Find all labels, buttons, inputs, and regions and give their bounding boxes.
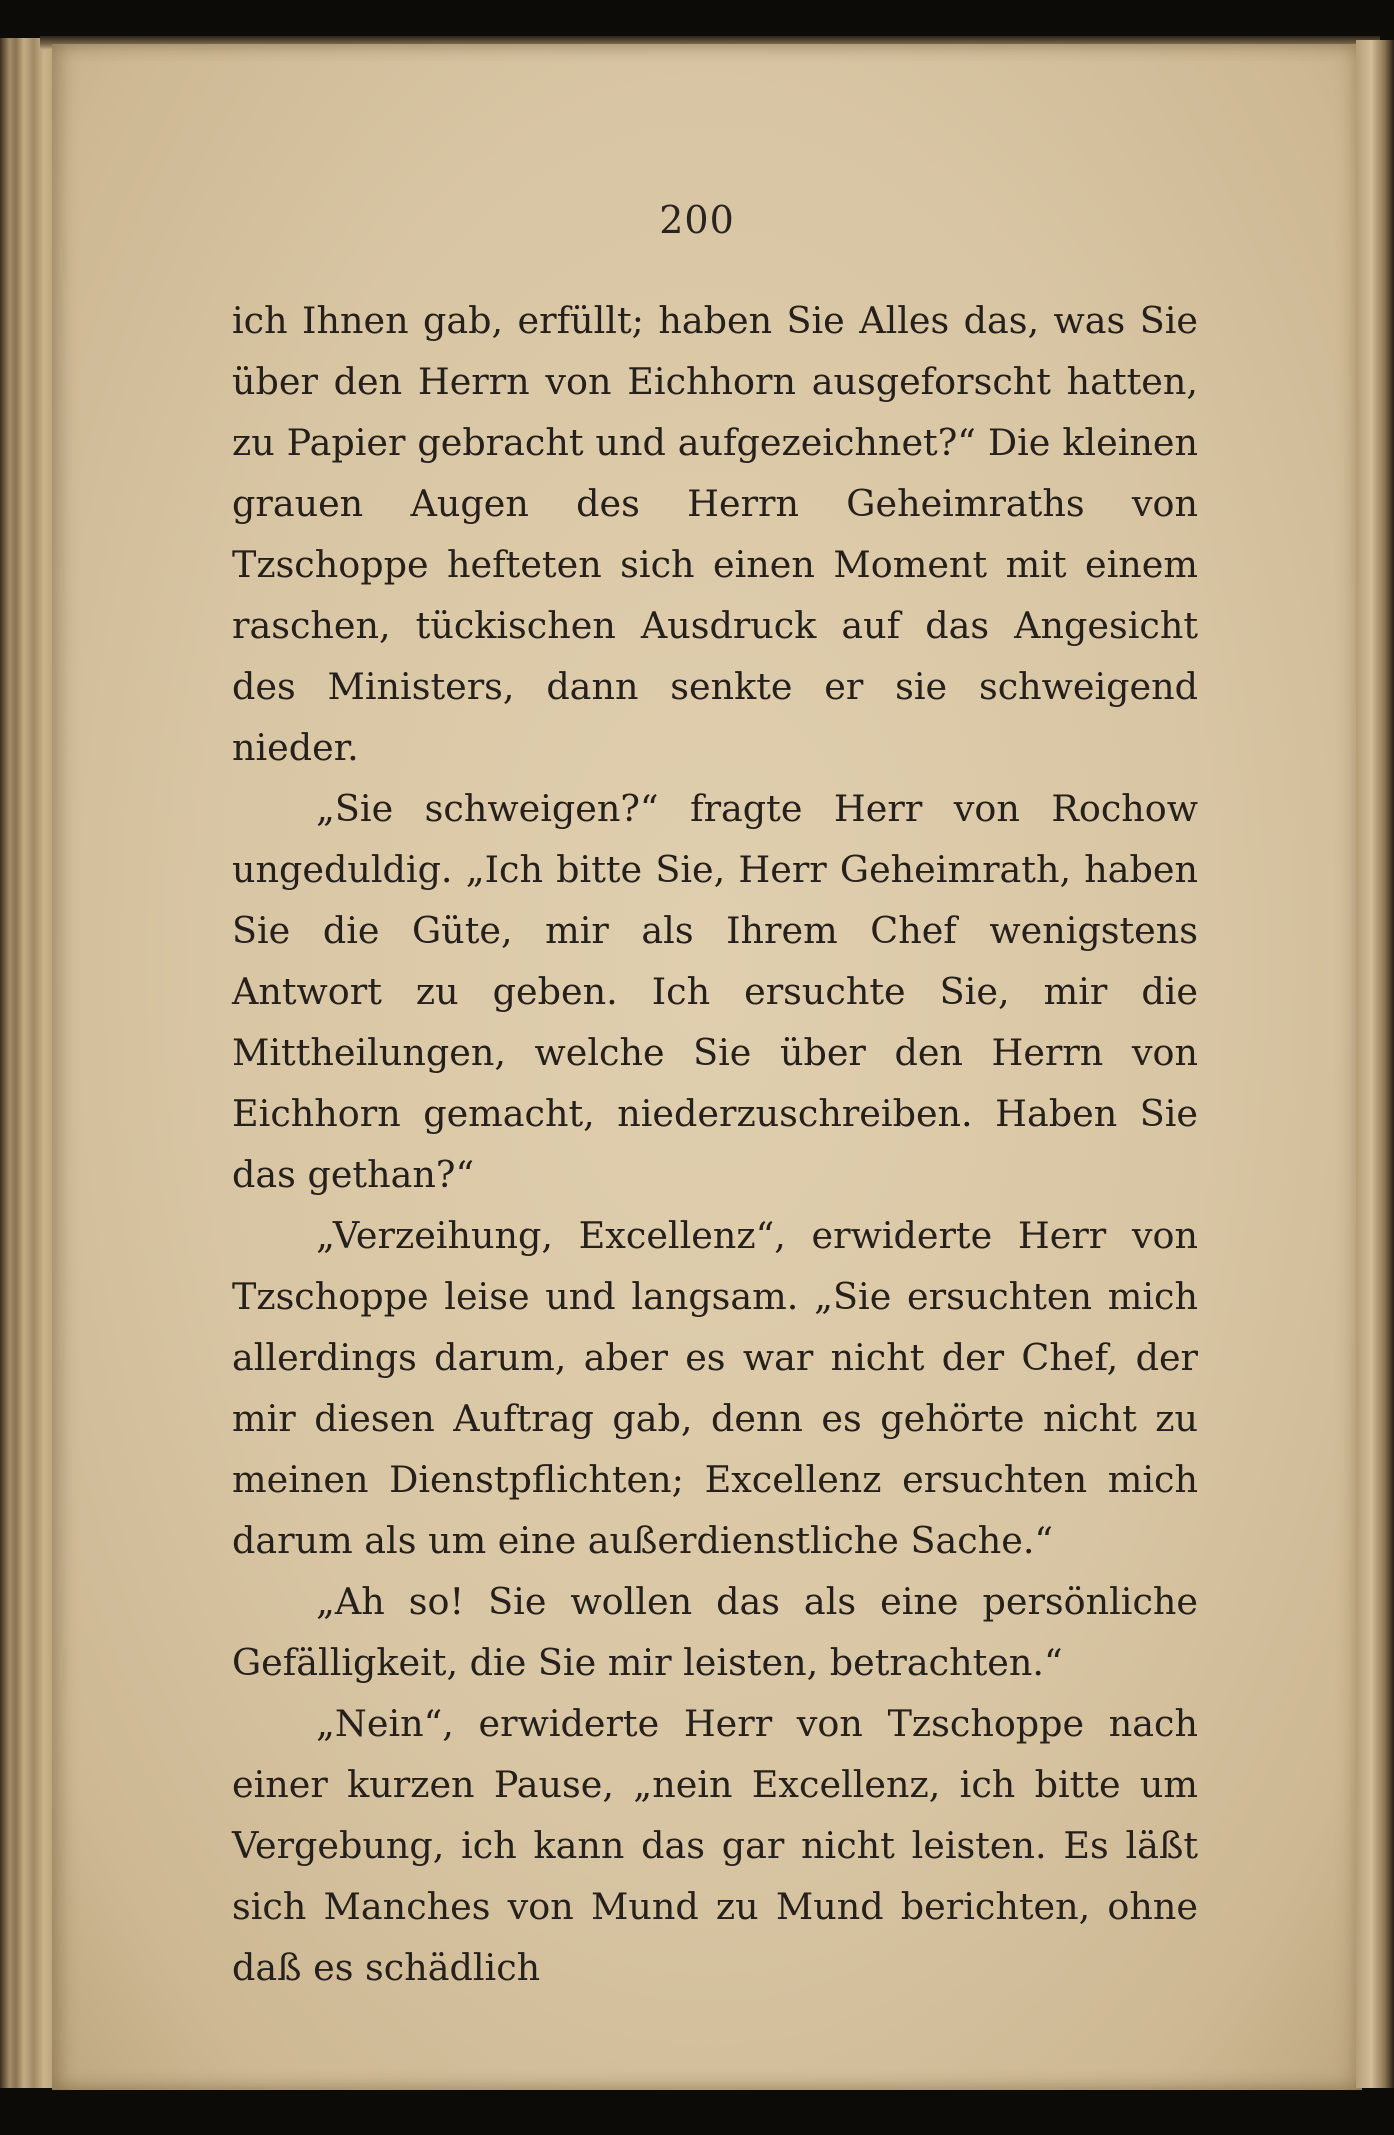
body-text: [232, 290, 1198, 1998]
page-number: 200: [659, 198, 735, 242]
paragraph-2: „Sie schweigen?“ fragte Herr von Rochow ungeduldig. „Ich bitte Sie, Herr Geheimrath, haben Sie die Güte, mir als Ihrem Chef wenigstens Antwort zu geben. Ich ersuchte Sie, mir die Mittheilungen, welche Sie über den Herrn von Eichhorn gemacht, niederzuschreiben. Haben Sie das gethan?“: [232, 787, 1198, 1196]
book-right-edge: [1356, 40, 1394, 2088]
paragraph-3: „Verzeihung, Excellenz“, erwiderte Herr von Tzschoppe leise und langsam. „Sie ersuchten mich allerdings darum, aber es war nicht der Chef, der mir diesen Auftrag gab, denn es gehörte nicht zu meinen Dienstpflichten; Excellenz ersuchten mich darum als um eine außerdienstliche Sache.“: [232, 1214, 1198, 1562]
paragraph-1: ich Ihnen gab, erfüllt; haben Sie Alles das, was Sie über den Herrn von Eichhorn ausgeforscht hatten, zu Papier gebracht und aufgezeichnet?“ Die kleinen grauen Augen des Herrn Geheimraths von Tzschoppe hefteten sich einen Moment mit einem raschen, tückischen Ausdruck auf das Angesicht des Ministers, dann senkte er sie schweigend nieder.: [232, 299, 1198, 769]
paragraph-5: „Nein“, erwiderte Herr von Tzschoppe nach einer kurzen Pause, „nein Excellenz, ich bitte um Vergebung, ich kann das gar nicht leisten. Es läßt sich Manches von Mund zu Mund berichten, ohne daß es schädlich: [232, 1702, 1198, 1989]
paragraph-4: „Ah so! Sie wollen das als eine persönliche Gefälligkeit, die Sie mir leisten, betrachten.“: [232, 1580, 1198, 1684]
